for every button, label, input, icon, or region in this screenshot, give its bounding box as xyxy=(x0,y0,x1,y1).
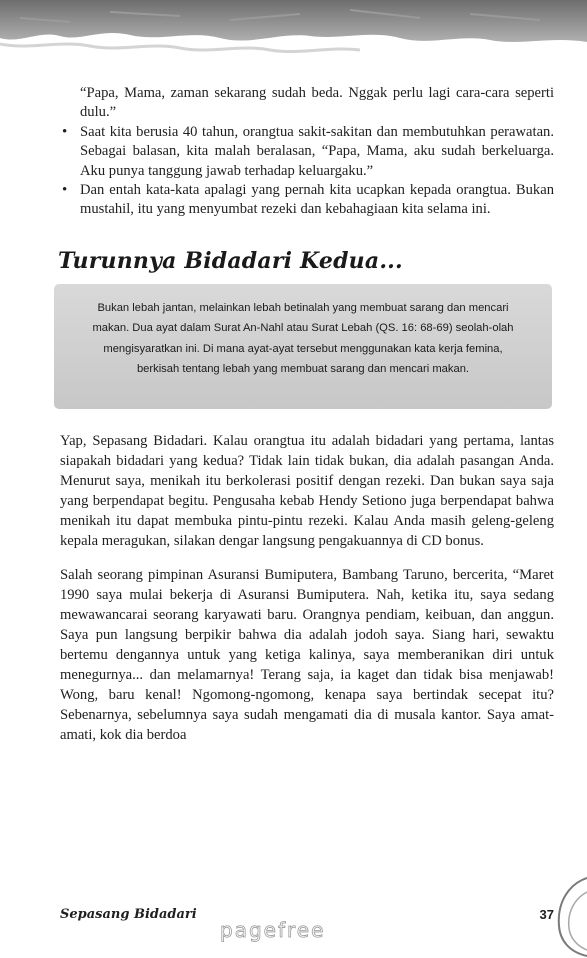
bullet-item: • Dan entah kata-kata apalagi yang pernah kita ucapkan kepada orangtua. Bukan mustahil, itu yang menyumbat rezeki dan kebahagiaan kita selama ini. xyxy=(60,181,554,220)
bullet-item: • Saat kita berusia 40 tahun, orangtua sakit-sakitan dan membutuhkan perawatan. Sebagai balasan, kita malah beralasan, “Papa, Mama, aku sudah berkeluarga. Aku punya tanggung jawab terhadap keluargaku.” xyxy=(60,123,554,181)
page-curl-decoration xyxy=(547,868,587,958)
quoted-continuation: “Papa, Mama, zaman sekarang sudah beda. Nggak perlu lagi cara-cara seperti dulu.” xyxy=(80,85,554,121)
page-number: 37 xyxy=(539,907,554,922)
section-heading: Turunnya Bidadari Kedua... xyxy=(58,247,403,274)
running-footer-title: Sepasang Bidadari xyxy=(60,907,197,922)
highlight-text: Bukan lebah jantan, melainkan lebah betinalah yang membuat sarang dan mencari makan. Dua ayat dalam Surat An-Nahl atau Surat Lebah (QS. 16: 68-69) seolah-olah mengisyaratkan ini. Di mana ayat-ayat tersebut menggunakan kata kerja femina, berkisah tentang lebah yang membuat sarang dan mencari makan. xyxy=(92,301,514,376)
body-paragraph-2: Salah seorang pimpinan Asuransi Bumiputera, Bambang Taruno, bercerita, “Maret 1990 saya mulai bekerja di Asuransi Bumiputera. Nah, ketika itu, saya sedang mewawancarai seorang karyawati baru. Orangnya pendiam, keibuan, dan anggun. Saya pun langsung berpikir bahwa dia adalah jodoh saya. Siang hari, sewaktu bertemu dengannya untuk yang ketiga kalinya, saya memberanikan diri untuk menegurnya... dan melamarnya! Terang saja, ia kaget dan tidak bisa menjawab! Wong, baru kenal! Ngomong-ngomong, kenapa saya bertindak secepat itu? Sebenarnya, sebelumnya saya sudah mengamati dia di musala kantor. Saya amat-amati, kok dia berdoa xyxy=(60,566,554,743)
page-content xyxy=(60,84,554,745)
watermark: pagefree xyxy=(220,918,326,942)
body-paragraph-1: Yap, Sepasang Bidadari. Kalau orangtua itu adalah bidadari yang pertama, lantas siapakah bidadari yang kedua? Tidak lain tidak bukan, dia adalah pasangan Anda. Menurut saya, menikah itu berkolerasi positif dengan rezeki. Dan bukan saya saja yang berpendapat begitu. Pengusaha kebab Hendy Setiono juga berpendapat bahwa menikah itu dapat membuka pintu-pintu rezeki. Kalau Anda masih geleng-geleng kepala meragukan, silakan dengar langsung pengakuannya di CD bonus. xyxy=(60,432,554,549)
torn-paper-header-decoration xyxy=(0,0,587,78)
highlight-box xyxy=(54,284,552,409)
bullet-list xyxy=(60,123,554,220)
